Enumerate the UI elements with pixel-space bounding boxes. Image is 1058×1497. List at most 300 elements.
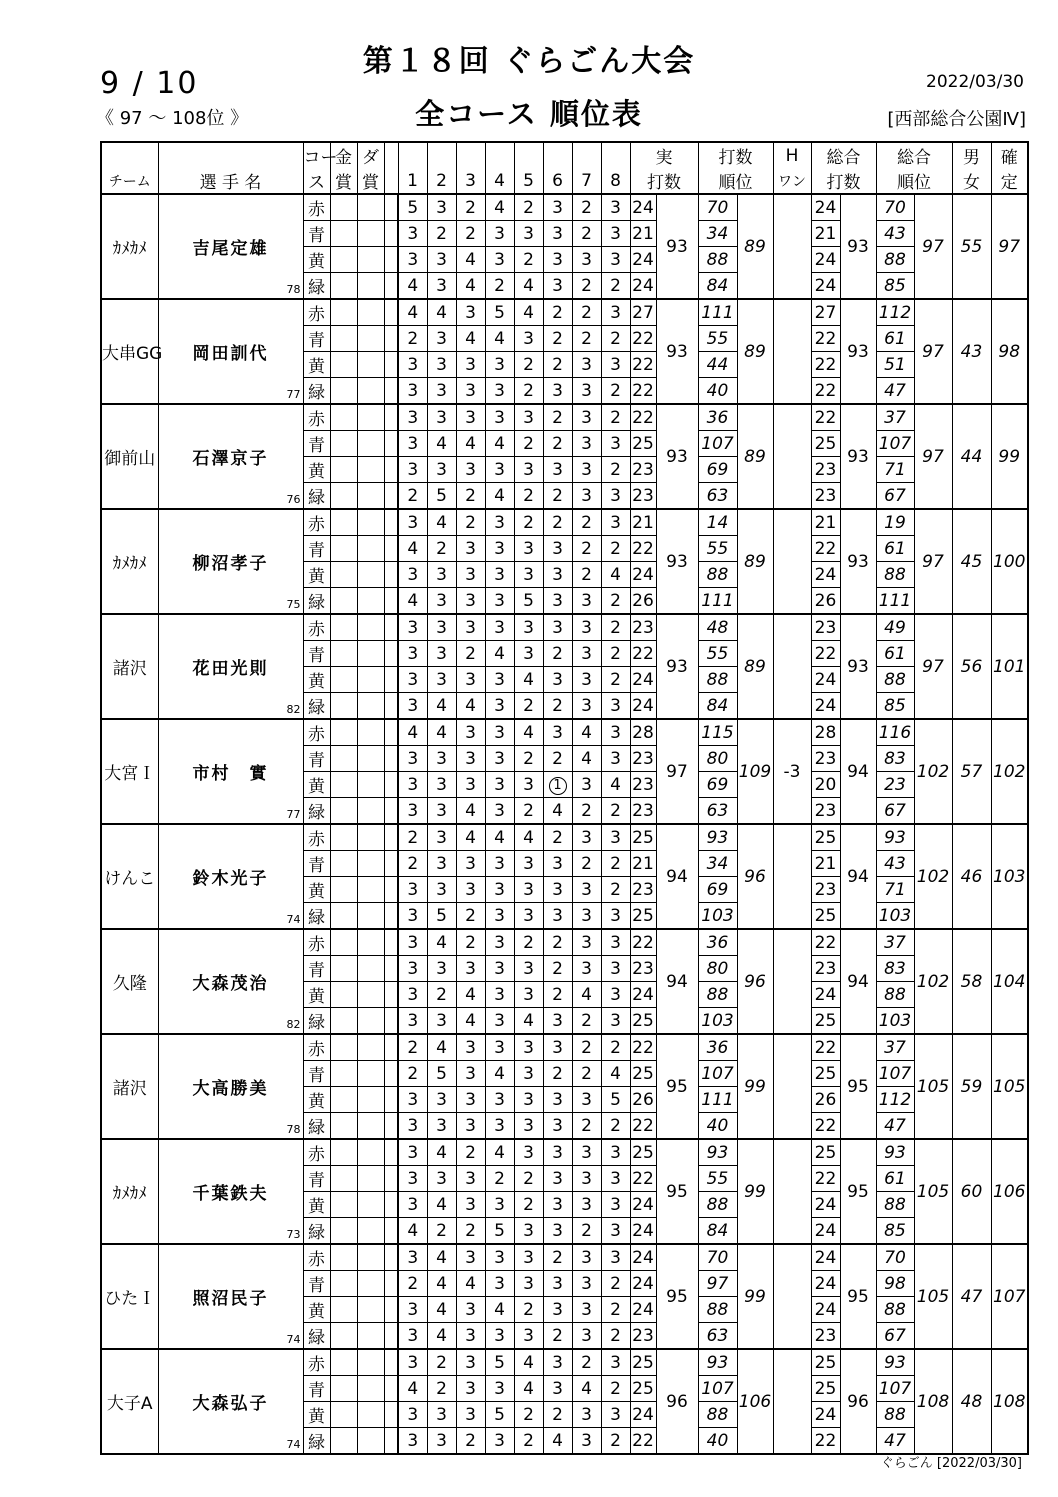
course-row xyxy=(101,194,1028,221)
course-rank-adj: 103 xyxy=(876,903,914,930)
spacer-cell xyxy=(384,509,398,536)
hole-score: 3 xyxy=(456,378,485,405)
total-strokes: 93 xyxy=(840,299,876,404)
da-prize xyxy=(357,457,384,483)
course-rank-adj: 51 xyxy=(876,352,914,378)
spacer-cell xyxy=(384,1323,398,1350)
hole-score: 2 xyxy=(572,798,601,825)
da-prize xyxy=(357,1192,384,1218)
hole-in-one-adj xyxy=(773,194,811,299)
course-rank: 34 xyxy=(698,851,737,877)
hole-score: 2 xyxy=(572,1113,601,1140)
player-block xyxy=(101,1034,1028,1139)
hole-score: 3 xyxy=(514,1113,543,1140)
da-prize xyxy=(357,956,384,982)
hole-score: 3 xyxy=(485,877,514,903)
da-prize xyxy=(357,1428,384,1455)
course-subtotal: 25 xyxy=(630,1061,656,1087)
hole-score: 4 xyxy=(398,536,427,562)
hole-score: 3 xyxy=(398,877,427,903)
hole-in-one-adj xyxy=(773,614,811,719)
da-prize xyxy=(357,1244,384,1271)
hole-score: 3 xyxy=(543,562,572,588)
course-subtotal: 26 xyxy=(630,1087,656,1113)
course-rank: 103 xyxy=(698,1008,737,1035)
actual-strokes: 95 xyxy=(656,1034,698,1139)
hole-score: 3 xyxy=(427,326,456,352)
spacer-cell xyxy=(384,929,398,956)
hole-score: 4 xyxy=(427,509,456,536)
course-rank-adj: 67 xyxy=(876,1323,914,1350)
course-row xyxy=(101,1139,1028,1166)
course-subtotal-adj: 24 xyxy=(811,1244,840,1271)
course-rank: 34 xyxy=(698,221,737,247)
spacer-cell xyxy=(384,746,398,772)
total-strokes: 93 xyxy=(840,509,876,614)
gold-prize xyxy=(330,1402,357,1428)
spacer-cell xyxy=(384,326,398,352)
hole-score: 3 xyxy=(398,1166,427,1192)
hole-score: 3 xyxy=(398,1244,427,1271)
total-strokes: 94 xyxy=(840,929,876,1034)
gold-prize xyxy=(330,851,357,877)
course-row xyxy=(101,1244,1028,1271)
da-prize xyxy=(357,1402,384,1428)
course-rank: 70 xyxy=(698,194,737,221)
course-subtotal-adj: 23 xyxy=(811,877,840,903)
hole-score: 2 xyxy=(427,536,456,562)
course-rank-adj: 112 xyxy=(876,1087,914,1113)
hole-score: 3 xyxy=(543,1008,572,1035)
course-label: 赤 xyxy=(303,299,330,326)
course-label: 青 xyxy=(303,221,330,247)
hole-score: 2 xyxy=(514,929,543,956)
spacer-cell xyxy=(384,1349,398,1376)
da-prize xyxy=(357,798,384,825)
course-label: 赤 xyxy=(303,404,330,431)
hole-score: 3 xyxy=(601,1402,630,1428)
player-age: 77 xyxy=(286,808,301,821)
course-label: 黄 xyxy=(303,1192,330,1218)
hole-score: 4 xyxy=(514,299,543,326)
hole-score: 3 xyxy=(572,247,601,273)
hole-score: 2 xyxy=(427,221,456,247)
gold-prize xyxy=(330,536,357,562)
player-age: 78 xyxy=(286,1123,301,1136)
hole-score: 3 xyxy=(456,1376,485,1402)
spacer-cell xyxy=(384,1166,398,1192)
course-subtotal-adj: 22 xyxy=(811,352,840,378)
course-subtotal: 23 xyxy=(630,746,656,772)
da-prize xyxy=(357,536,384,562)
gender-rank: 44 xyxy=(952,404,991,509)
course-subtotal-adj: 25 xyxy=(811,1349,840,1376)
spacer-cell xyxy=(384,641,398,667)
course-rank: 107 xyxy=(698,1376,737,1402)
hole-score: 3 xyxy=(543,877,572,903)
gold-prize xyxy=(330,326,357,352)
hole-score: 3 xyxy=(456,536,485,562)
hole-score: 4 xyxy=(456,326,485,352)
course-subtotal-adj: 25 xyxy=(811,1061,840,1087)
hole-score: 2 xyxy=(572,1034,601,1061)
course-rank-adj: 49 xyxy=(876,614,914,641)
da-prize xyxy=(357,352,384,378)
gold-prize xyxy=(330,588,357,615)
col-total-top: 総合 xyxy=(811,142,876,168)
hole-in-one-adj xyxy=(773,1034,811,1139)
course-rank: 55 xyxy=(698,326,737,352)
hole-score: 4 xyxy=(514,273,543,300)
hole-score: 3 xyxy=(601,956,630,982)
hole-score: 3 xyxy=(485,378,514,405)
hole-score: 3 xyxy=(398,693,427,720)
course-subtotal-adj: 22 xyxy=(811,536,840,562)
hole-score: 2 xyxy=(456,929,485,956)
hole-score: 3 xyxy=(398,378,427,405)
course-rank: 80 xyxy=(698,956,737,982)
course-label: 黄 xyxy=(303,1297,330,1323)
course-subtotal: 22 xyxy=(630,1113,656,1140)
actual-strokes: 95 xyxy=(656,1139,698,1244)
hole-score: 3 xyxy=(427,877,456,903)
course-subtotal: 25 xyxy=(630,1008,656,1035)
spacer-cell xyxy=(384,1061,398,1087)
hole-score: 3 xyxy=(398,1113,427,1140)
hole-score: 3 xyxy=(427,824,456,851)
course-rank: 63 xyxy=(698,483,737,510)
hole-score: 3 xyxy=(572,378,601,405)
gender-rank: 43 xyxy=(952,299,991,404)
col-name-top xyxy=(158,142,303,168)
hole-score: 5 xyxy=(485,299,514,326)
course-subtotal-adj: 23 xyxy=(811,746,840,772)
actual-strokes: 94 xyxy=(656,929,698,1034)
course-label: 黄 xyxy=(303,1087,330,1113)
hole-score: 2 xyxy=(398,1061,427,1087)
course-label: 赤 xyxy=(303,719,330,746)
course-subtotal: 23 xyxy=(630,457,656,483)
gold-prize xyxy=(330,903,357,930)
course-rank: 36 xyxy=(698,1034,737,1061)
player-block xyxy=(101,509,1028,614)
course-label: 緑 xyxy=(303,1113,330,1140)
course-subtotal-adj: 23 xyxy=(811,457,840,483)
gold-prize xyxy=(330,457,357,483)
hole-score: 3 xyxy=(456,352,485,378)
course-label: 赤 xyxy=(303,824,330,851)
hole-in-one-adj xyxy=(773,929,811,1034)
hole-score: 3 xyxy=(572,667,601,693)
spacer-cell xyxy=(384,1113,398,1140)
hole-score: 2 xyxy=(601,457,630,483)
gender-rank: 55 xyxy=(952,194,991,299)
da-prize xyxy=(357,1061,384,1087)
hole-score: 3 xyxy=(427,404,456,431)
hole-score: 2 xyxy=(514,1297,543,1323)
spacer-cell xyxy=(384,719,398,746)
course-subtotal: 21 xyxy=(630,221,656,247)
course-rank: 88 xyxy=(698,982,737,1008)
spacer-cell xyxy=(384,194,398,221)
hole-score: 2 xyxy=(601,641,630,667)
team-cell: 御前山 xyxy=(101,404,158,509)
hole-score: 3 xyxy=(427,1113,456,1140)
hole-score: 3 xyxy=(572,877,601,903)
course-rank-adj: 111 xyxy=(876,588,914,615)
hole-score: 3 xyxy=(456,1323,485,1350)
course-label: 青 xyxy=(303,851,330,877)
player-age: 74 xyxy=(286,1438,301,1451)
gender-rank: 48 xyxy=(952,1349,991,1454)
team-cell: ｶﾒｶﾒ xyxy=(101,1139,158,1244)
hole-in-one-adj xyxy=(773,1349,811,1454)
strokes-rank: 96 xyxy=(737,824,773,929)
hole-score: 3 xyxy=(485,1113,514,1140)
spacer-cell xyxy=(384,299,398,326)
hole-score: 2 xyxy=(427,1376,456,1402)
hole-score: 2 xyxy=(543,982,572,1008)
team-cell: 大宮Ｉ xyxy=(101,719,158,824)
spacer-cell xyxy=(384,1087,398,1113)
hole-score: 3 xyxy=(398,667,427,693)
hole-score: 3 xyxy=(572,824,601,851)
col-da-top: ダ xyxy=(357,142,384,168)
player-block xyxy=(101,299,1028,404)
gold-prize xyxy=(330,772,357,798)
col-team: チーム xyxy=(101,168,158,194)
hole-score: 3 xyxy=(456,1349,485,1376)
gold-prize xyxy=(330,1323,357,1350)
da-prize xyxy=(357,667,384,693)
spacer-cell xyxy=(384,982,398,1008)
hole-score: 2 xyxy=(543,1402,572,1428)
hole-score: 3 xyxy=(572,1402,601,1428)
player-age: 76 xyxy=(286,493,301,506)
player-name-cell xyxy=(158,1349,303,1454)
player-name-cell xyxy=(158,929,303,1034)
da-prize xyxy=(357,562,384,588)
hole-score: 3 xyxy=(572,956,601,982)
col-team-top xyxy=(101,142,158,168)
gold-prize xyxy=(330,1034,357,1061)
hole-score: 4 xyxy=(485,326,514,352)
hole-score: 3 xyxy=(543,247,572,273)
course-subtotal-adj: 22 xyxy=(811,929,840,956)
hole-score: 3 xyxy=(427,772,456,798)
hole-score: 3 xyxy=(427,273,456,300)
course-label: 青 xyxy=(303,1376,330,1402)
player-block xyxy=(101,719,1028,824)
total-rank: 97 xyxy=(914,404,952,509)
course-rank-adj: 37 xyxy=(876,1034,914,1061)
course-rank-adj: 43 xyxy=(876,221,914,247)
course-rank: 36 xyxy=(698,404,737,431)
hole-score: 2 xyxy=(543,956,572,982)
spacer-cell xyxy=(384,667,398,693)
player-age: 82 xyxy=(286,1018,301,1031)
hole-score: 3 xyxy=(427,851,456,877)
course-rank-adj: 85 xyxy=(876,693,914,720)
total-strokes: 95 xyxy=(840,1034,876,1139)
player-block xyxy=(101,824,1028,929)
da-prize xyxy=(357,824,384,851)
course-subtotal: 23 xyxy=(630,772,656,798)
gender-rank: 60 xyxy=(952,1139,991,1244)
hole-score: 2 xyxy=(572,194,601,221)
gender-rank: 47 xyxy=(952,1244,991,1349)
da-prize xyxy=(357,509,384,536)
strokes-rank: 89 xyxy=(737,404,773,509)
player-name: 柳沼孝子 xyxy=(192,554,269,574)
final-rank: 102 xyxy=(991,719,1028,824)
hole-score: 3 xyxy=(398,1139,427,1166)
hole-score: 2 xyxy=(601,273,630,300)
spacer-cell xyxy=(384,1244,398,1271)
hole-score: 3 xyxy=(601,352,630,378)
page-title: 第１８回 ぐらごん大会 xyxy=(362,44,696,79)
da-prize xyxy=(357,1087,384,1113)
hole-score: 4 xyxy=(427,1192,456,1218)
course-row xyxy=(101,929,1028,956)
hole-score: 3 xyxy=(601,929,630,956)
course-subtotal: 25 xyxy=(630,1376,656,1402)
hole-score: 2 xyxy=(514,483,543,510)
course-subtotal: 24 xyxy=(630,982,656,1008)
hole-score: 4 xyxy=(427,719,456,746)
spacer-cell xyxy=(384,1297,398,1323)
hole-score: 3 xyxy=(398,509,427,536)
hole-score: 3 xyxy=(543,457,572,483)
course-rank-adj: 37 xyxy=(876,929,914,956)
hole-score: 5 xyxy=(514,588,543,615)
hole-score: 3 xyxy=(427,562,456,588)
course-label: 緑 xyxy=(303,1323,330,1350)
col-hole-8: 8 xyxy=(601,168,630,194)
strokes-rank: 99 xyxy=(737,1139,773,1244)
hole-score: 3 xyxy=(514,1218,543,1245)
hole-score: 3 xyxy=(572,1192,601,1218)
hole-score: 3 xyxy=(572,614,601,641)
hole-score: 3 xyxy=(572,1271,601,1297)
hole-score: 5 xyxy=(485,1218,514,1245)
page-number: 9 / 10 xyxy=(100,66,199,101)
hole-score: 3 xyxy=(543,194,572,221)
course-rank-adj: 88 xyxy=(876,982,914,1008)
hole-score: 3 xyxy=(485,982,514,1008)
gender-rank: 57 xyxy=(952,719,991,824)
course-subtotal-adj: 20 xyxy=(811,772,840,798)
hole-score: 2 xyxy=(456,509,485,536)
col-actual: 打数 xyxy=(630,168,698,194)
gold-prize xyxy=(330,798,357,825)
total-rank: 97 xyxy=(914,509,952,614)
course-label: 青 xyxy=(303,1271,330,1297)
hole-score: 4 xyxy=(572,982,601,1008)
gender-rank: 56 xyxy=(952,614,991,719)
hole-score: 3 xyxy=(485,404,514,431)
course-rank-adj: 85 xyxy=(876,273,914,300)
hole-score: 5 xyxy=(427,903,456,930)
course-subtotal: 25 xyxy=(630,1139,656,1166)
hole-score: 3 xyxy=(572,404,601,431)
course-subtotal-adj: 22 xyxy=(811,1113,840,1140)
course-subtotal-adj: 27 xyxy=(811,299,840,326)
col-actual-top: 実 xyxy=(630,142,698,168)
hole-score: 3 xyxy=(485,1323,514,1350)
course-subtotal: 25 xyxy=(630,824,656,851)
gender-rank: 59 xyxy=(952,1034,991,1139)
gold-prize xyxy=(330,641,357,667)
final-rank: 106 xyxy=(991,1139,1028,1244)
hole-score: 5 xyxy=(601,1087,630,1113)
course-rank: 103 xyxy=(698,903,737,930)
course-row xyxy=(101,614,1028,641)
course-subtotal-adj: 25 xyxy=(811,1139,840,1166)
course-rank-adj: 88 xyxy=(876,247,914,273)
hole-score: 2 xyxy=(514,1166,543,1192)
hole-score: 4 xyxy=(456,431,485,457)
hole-score: 2 xyxy=(572,1218,601,1245)
course-subtotal: 23 xyxy=(630,1323,656,1350)
hole-score: 2 xyxy=(572,562,601,588)
total-rank: 97 xyxy=(914,299,952,404)
hole-score: 4 xyxy=(601,1061,630,1087)
hole-score: 3 xyxy=(572,1139,601,1166)
strokes-rank: 89 xyxy=(737,614,773,719)
hole-score: 3 xyxy=(427,1166,456,1192)
course-subtotal: 24 xyxy=(630,194,656,221)
course-rank-adj: 93 xyxy=(876,824,914,851)
gold-prize xyxy=(330,1349,357,1376)
hole-score: 2 xyxy=(543,431,572,457)
course-rank: 107 xyxy=(698,431,737,457)
total-rank: 105 xyxy=(914,1244,952,1349)
course-subtotal-adj: 24 xyxy=(811,982,840,1008)
hole-score: 4 xyxy=(485,483,514,510)
course-rank: 63 xyxy=(698,1323,737,1350)
course-label: 緑 xyxy=(303,693,330,720)
hole-score: 5 xyxy=(485,1349,514,1376)
course-label: 緑 xyxy=(303,378,330,405)
gold-prize xyxy=(330,614,357,641)
player-name-cell xyxy=(158,509,303,614)
gold-prize xyxy=(330,352,357,378)
course-label: 赤 xyxy=(303,1349,330,1376)
course-rank: 93 xyxy=(698,824,737,851)
hole-score: 3 xyxy=(514,772,543,798)
da-prize xyxy=(357,1166,384,1192)
hole-score: 2 xyxy=(601,1428,630,1455)
hole-score: 3 xyxy=(514,1087,543,1113)
spacer-cell xyxy=(384,352,398,378)
hole-score: 4 xyxy=(398,1218,427,1245)
gender-rank: 58 xyxy=(952,929,991,1034)
course-subtotal-adj: 23 xyxy=(811,956,840,982)
player-name: 岡田訓代 xyxy=(192,344,269,364)
course-rank: 14 xyxy=(698,509,737,536)
course-subtotal: 24 xyxy=(630,247,656,273)
spacer-cell xyxy=(384,1271,398,1297)
hole-score: 2 xyxy=(398,483,427,510)
col-hole-7: 7 xyxy=(572,168,601,194)
course-rank-adj: 85 xyxy=(876,1218,914,1245)
hole-score: 2 xyxy=(456,1218,485,1245)
hole-score: 2 xyxy=(514,378,543,405)
col-hone-top: H xyxy=(773,142,811,168)
hole-score: 3 xyxy=(398,1008,427,1035)
course-subtotal-adj: 22 xyxy=(811,378,840,405)
